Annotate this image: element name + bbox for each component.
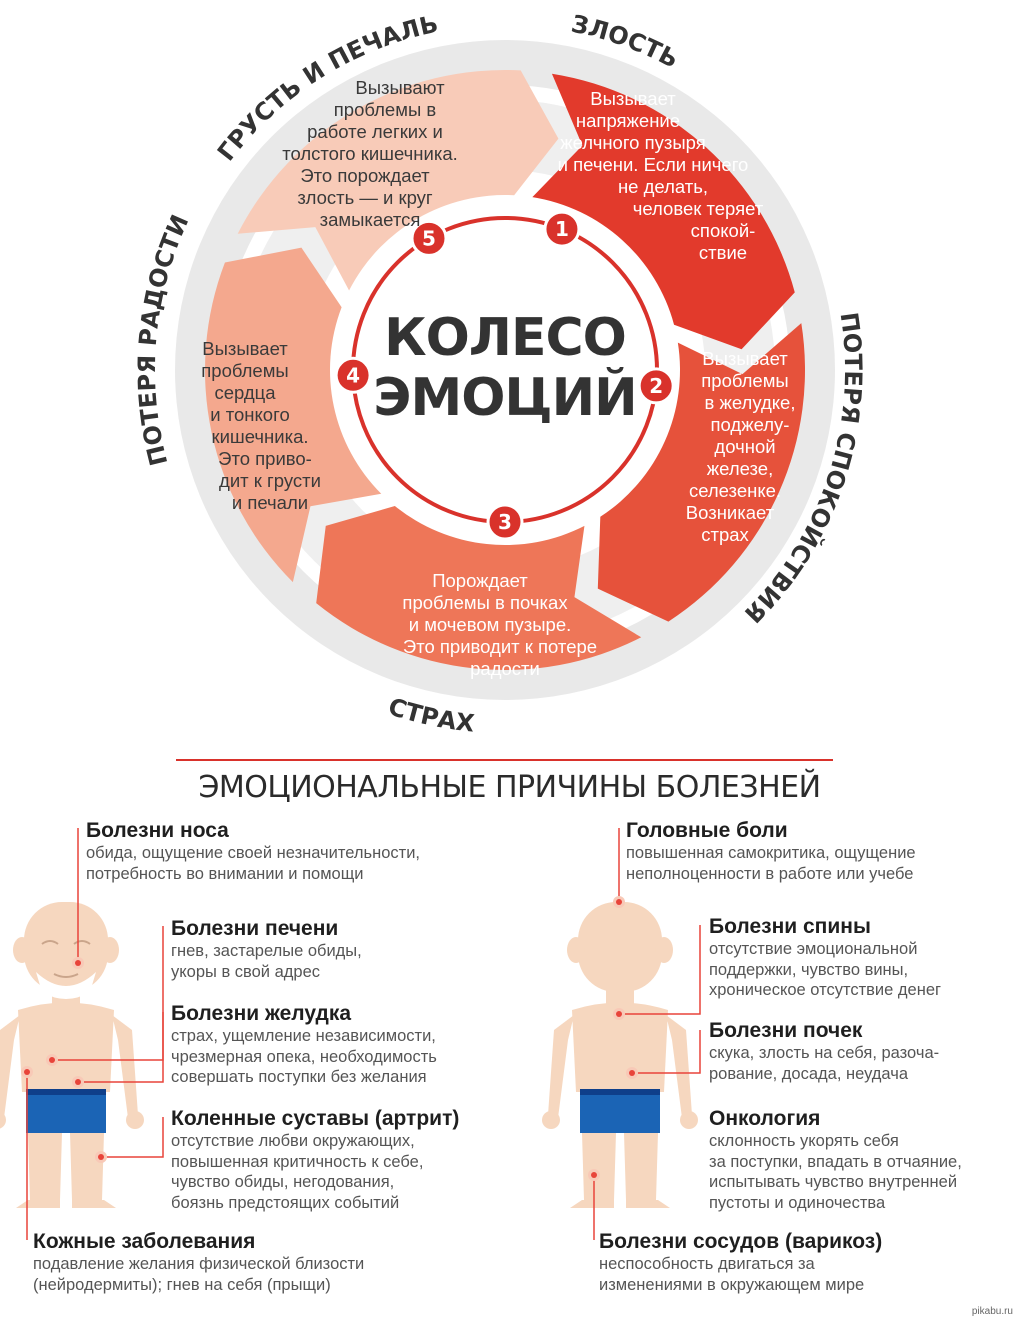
cause-skin: Кожные заболевания подавление желания физической близости (нейродермиты); гнев на себя (прыщи) bbox=[33, 1230, 365, 1294]
right-body-figure bbox=[542, 902, 698, 1208]
cause-heading: Болезни спины bbox=[709, 915, 871, 938]
wheel-title bbox=[340, 308, 670, 428]
segment-4-text: Вызывает проблемы сердца и тонкого кишечника. Это приво- дит к грусти и печали bbox=[201, 338, 321, 513]
wheel-title-line2: ЭМОЦИЙ bbox=[373, 368, 637, 428]
cause-heading: Коленные суставы (артрит) bbox=[171, 1107, 460, 1130]
cause-knees: Коленные суставы (артрит) отсутствие любви окружающих, повышенная критичность к себе, чувство обиды, негодования, боязнь предстоящих событий bbox=[171, 1107, 460, 1212]
source-credit: pikabu.ru bbox=[971, 1306, 1013, 1317]
number-label: 5 bbox=[422, 226, 436, 251]
segment-2-text: Вызывает проблемы в желудке, поджелу- дочной железе, селезенке. Возникает страх bbox=[685, 348, 796, 545]
emotion-name-5: ГРУСТЬ И ПЕЧАЛЬ bbox=[211, 9, 441, 167]
number-label: 3 bbox=[498, 510, 512, 534]
cause-heading: Болезни почек bbox=[709, 1019, 863, 1042]
segment-5-text: Вызывают проблемы в работе легких и толстого кишечника. Это порождает злость — и круг замыкается bbox=[282, 77, 458, 230]
cause-headache: Головные боли повышенная самокритика, ощущение неполноценности в работе или учебе bbox=[626, 819, 916, 883]
emotion-name-4: ПОТЕРЯ РАДОСТИ bbox=[132, 210, 195, 469]
section-title: ЭМОЦИОНАЛЬНЫЕ ПРИЧИНЫ БОЛЕЗНЕЙ bbox=[198, 770, 821, 805]
cause-heading: Онкология bbox=[709, 1107, 821, 1130]
wheel-title-line1: КОЛЕСО bbox=[384, 308, 626, 368]
emotion-name-2: ПОТЕРЯ СПОКОЙСТВИЯ bbox=[738, 310, 868, 629]
emotion-name-3: СТРАХ bbox=[384, 692, 476, 738]
cause-back: Болезни спины отсутствие эмоциональной поддержки, чувство вины, хроническое отсутствие денег bbox=[709, 915, 942, 999]
cause-heading: Болезни сосудов (варикоз) bbox=[599, 1230, 883, 1253]
cause-stomach: Болезни желудка страх, ущемление независимости, чрезмерная опека, необходимость совершать поступки без желания bbox=[171, 1002, 437, 1086]
cause-heading: Болезни печени bbox=[171, 917, 339, 940]
cause-heading: Болезни носа bbox=[86, 819, 229, 842]
left-body-figure bbox=[0, 902, 144, 1208]
cause-kidneys: Болезни почек скука, злость на себя, разоча- рование, досада, неудача bbox=[709, 1019, 940, 1083]
cause-heading: Болезни желудка bbox=[171, 1002, 352, 1025]
cause-oncology: Онкология склонность укорять себя за поступки, впадать в отчаяние, испытывать чувство внутренней пустоты и одиночества bbox=[709, 1107, 962, 1212]
cause-heading: Головные боли bbox=[626, 819, 788, 842]
cause-nose: Болезни носа обида, ощущение своей незначительности, потребность во внимании и помощи bbox=[86, 819, 420, 883]
segment-3-text: Порождает проблемы в почках и мочевом пузыре. Это приводит к потере радости bbox=[402, 570, 598, 679]
segment-1-text: Вызывает напряжение желчного пузыря и печени. Если ничего не делать, человек теряет спокой- ствие bbox=[557, 88, 764, 263]
number-label: 1 bbox=[554, 217, 569, 242]
number-label: 2 bbox=[649, 373, 664, 398]
cause-heading: Кожные заболевания bbox=[33, 1230, 256, 1253]
emotion-name-1: ЗЛОСТЬ bbox=[568, 9, 684, 74]
cause-liver: Болезни печени гнев, застарелые обиды, укоры в свой адрес bbox=[171, 917, 362, 981]
number-label: 4 bbox=[346, 363, 361, 388]
cause-vessels: Болезни сосудов (варикоз) неспособность двигаться за изменениями в окружающем мире bbox=[599, 1230, 883, 1294]
